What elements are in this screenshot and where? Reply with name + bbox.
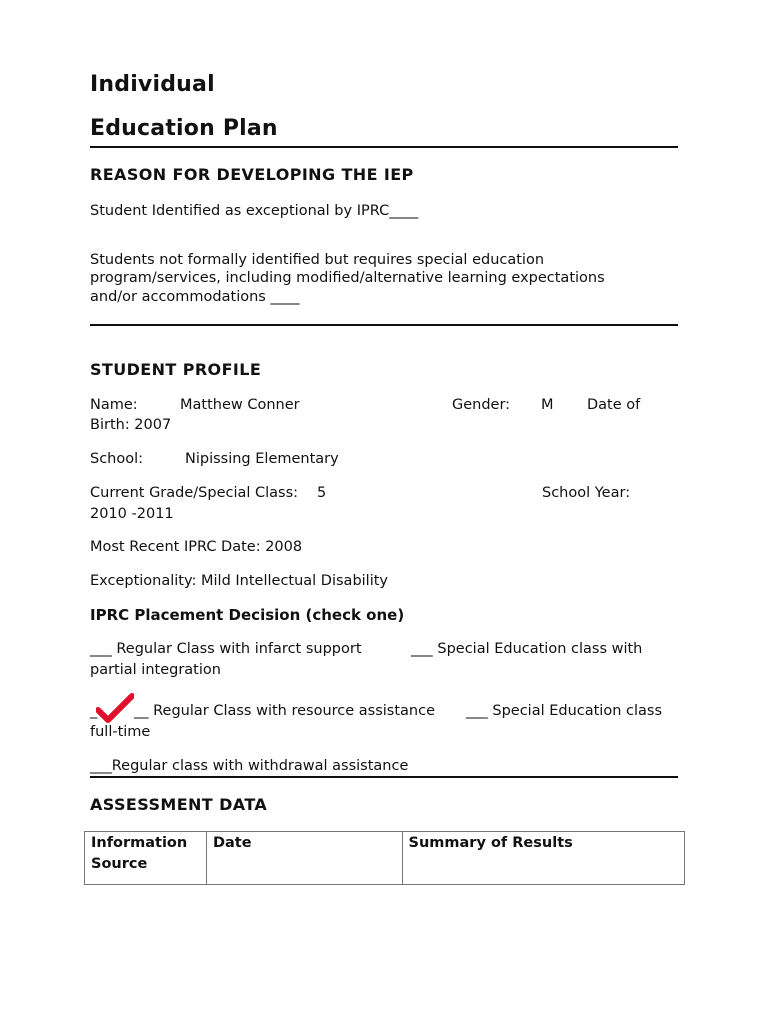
placement-divider: [90, 776, 678, 778]
name-value: Matthew Conner: [180, 397, 300, 413]
column-header-information-source-line-1: Information: [91, 835, 188, 851]
reason-heading: REASON FOR DEVELOPING THE IEP: [90, 165, 414, 184]
reason-option-not-identified-line-3: and/or accommodations ____: [90, 289, 300, 305]
title-divider: [90, 146, 678, 148]
school-label: School:: [90, 451, 144, 467]
placement-option-regular-withdrawal[interactable]: ___Regular class with withdrawal assistance: [90, 758, 409, 774]
profile-heading: STUDENT PROFILE: [90, 360, 262, 379]
placement-option-special-fulltime[interactable]: ___ Special Education class: [466, 703, 663, 719]
grade-value: 5: [317, 485, 327, 501]
placement-option-special-fulltime-cont: full-time: [90, 724, 151, 740]
placement-heading: IPRC Placement Decision (check one): [90, 606, 405, 624]
reason-option-not-identified-line-2: program/services, including modified/alternative learning expectations: [90, 270, 605, 286]
dob-label: Date of: [587, 397, 641, 413]
placement-option-resource-prefix: _: [90, 703, 98, 719]
column-header-date: Date: [206, 832, 402, 885]
placement-option-special-partial-cont: partial integration: [90, 662, 221, 678]
reason-divider: [90, 324, 678, 326]
column-header-summary: Summary of Results: [402, 832, 684, 885]
column-header-information-source-line-2: Source: [91, 856, 148, 872]
name-label: Name:: [90, 397, 138, 413]
reason-option-not-identified-line-1: Students not formally identified but requires special education: [90, 252, 545, 268]
gender-value: M: [541, 397, 554, 413]
reason-option-identified: Student Identified as exceptional by IPRC____: [90, 203, 419, 219]
title-line-2: Education Plan: [90, 116, 278, 141]
placement-option-special-partial[interactable]: ___ Special Education class with: [411, 641, 643, 657]
table-header-row: [85, 832, 685, 885]
column-header-information-source: [85, 832, 207, 885]
title-line-1: Individual: [90, 72, 215, 97]
grade-label: Current Grade/Special Class:: [90, 485, 299, 501]
placement-option-regular-resource[interactable]: __ Regular Class with resource assistance: [134, 703, 436, 719]
checkmark-icon: [96, 693, 134, 723]
iprc-date: Most Recent IPRC Date: 2008: [90, 539, 303, 555]
school-year-label: School Year:: [542, 485, 631, 501]
gender-label: Gender:: [452, 397, 511, 413]
school-value: Nipissing Elementary: [185, 451, 339, 467]
assessment-table: [84, 831, 685, 885]
dob-value: Birth: 2007: [90, 417, 172, 433]
assessment-heading: ASSESSMENT DATA: [90, 795, 268, 814]
school-year-value: 2010 -2011: [90, 506, 174, 522]
placement-option-regular-infarct[interactable]: ___ Regular Class with infarct support: [90, 641, 362, 657]
exceptionality: Exceptionality: Mild Intellectual Disability: [90, 573, 389, 589]
